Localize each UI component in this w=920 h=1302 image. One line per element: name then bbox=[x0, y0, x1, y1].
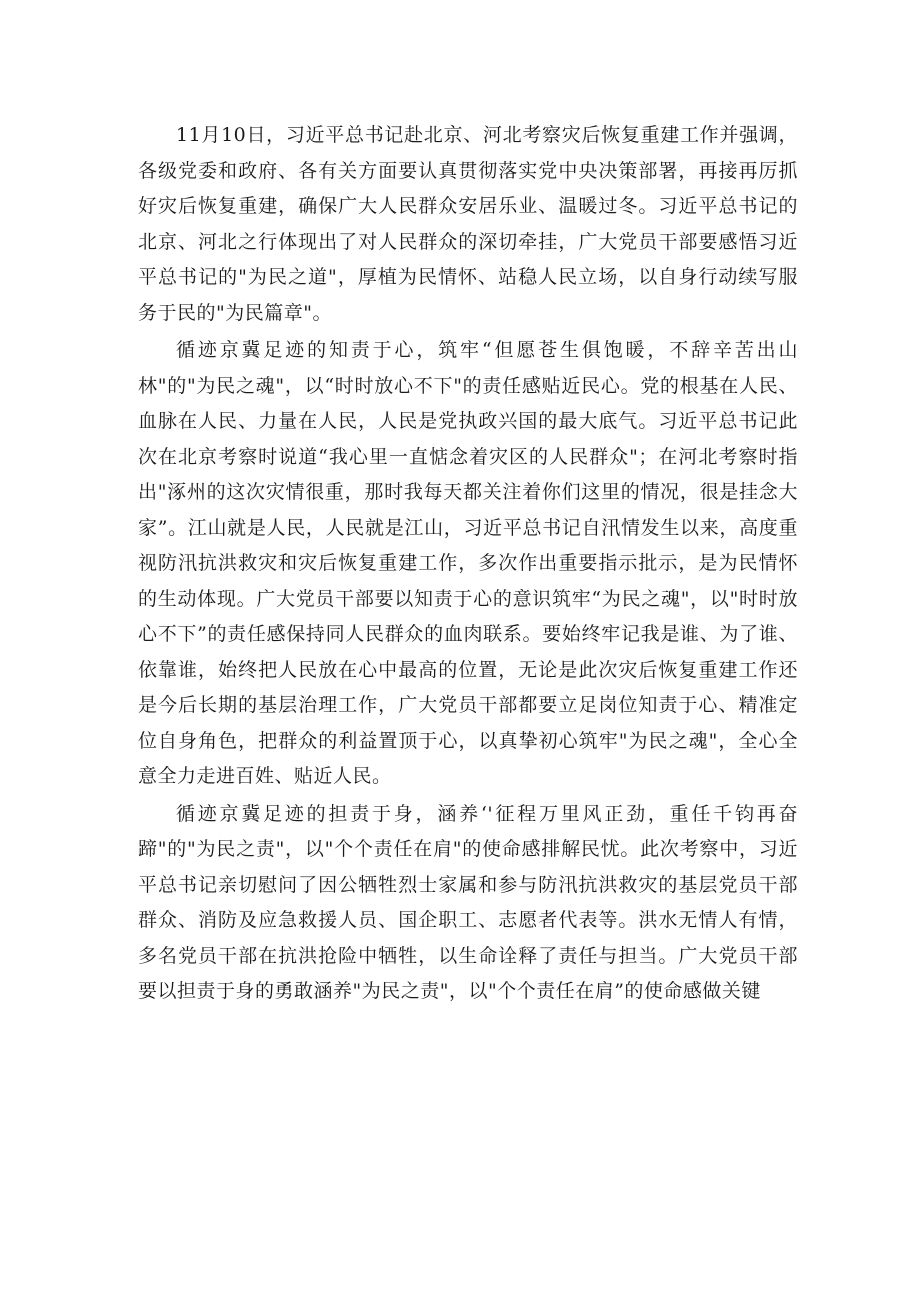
paragraph-1: 11月10日，习近平总书记赴北京、河北考察灾后恢复重建工作并强调，各级党委和政府、各有关方面要认真贯彻落实党中央决策部署，再接再厉抓好灾后恢复重建，确保广大人民群众安居乐业、温暖过冬。习近平总书记的北京、河北之行体现出了对人民群众的深切牵挂，广大党员干部要感悟习近平总书记的"为民之道"，厚植为民情怀、站稳人民立场，以自身行动续写服务于民的"为民篇章"。 bbox=[138, 124, 798, 324]
article-body bbox=[138, 118, 798, 1012]
paragraph-3: 循迹京冀足迹的担责于身，涵养‘'征程万里风正劲，重任千钧再奋蹄"的"为民之责"，以"个个责任在肩"的使命感排解民忧。此次考察中，习近平总书记亲切慰问了因公牺牲烈士家属和参与防汛抗洪救灾的基层党员干部群众、消防及应急救援人员、国企职工、志愿者代表等。洪水无情人有情，多名党员干部在抗洪抢险中牺牲，以生命诠释了责任与担当。广大党员干部要以担责于身的勇敢涵养"为民之责"，以"个个责任在肩”的使命感做关键 bbox=[138, 802, 798, 1002]
paragraph-2: 循迹京冀足迹的知责于心，筑牢“但愿苍生俱饱暖，不辞辛苦出山林"的"为民之魂"，以“时时放心不下"的责任感贴近民心。党的根基在人民、血脉在人民、力量在人民，人民是党执政兴国的最大底气。习近平总书记此次在北京考察时说道“我心里一直惦念着灾区的人民群众"；在河北考察时指出"涿州的这次灾情很重，那时我每天都关注着你们这里的情况，很是挂念大家”。江山就是人民，人民就是江山，习近平总书记自汛情发生以来，高度重视防汛抗洪救灾和灾后恢复重建工作，多次作出重要指示批示，是为民情怀的生动体现。广大党员干部要以知责于心的意识筑牢“为民之魂"，以"时时放心不下”的责任感保持同人民群众的血肉联系。要始终牢记我是谁、为了谁、依靠谁，始终把人民放在心中最高的位置，无论是此次灾后恢复重建工作还是今后长期的基层治理工作，广大党员干部都要立足岗位知责于心、精准定位自身角色，把群众的利益置顶于心，以真挚初心筑牢"为民之魂"，全心全意全力走进百姓、贴近人民。 bbox=[138, 339, 798, 787]
